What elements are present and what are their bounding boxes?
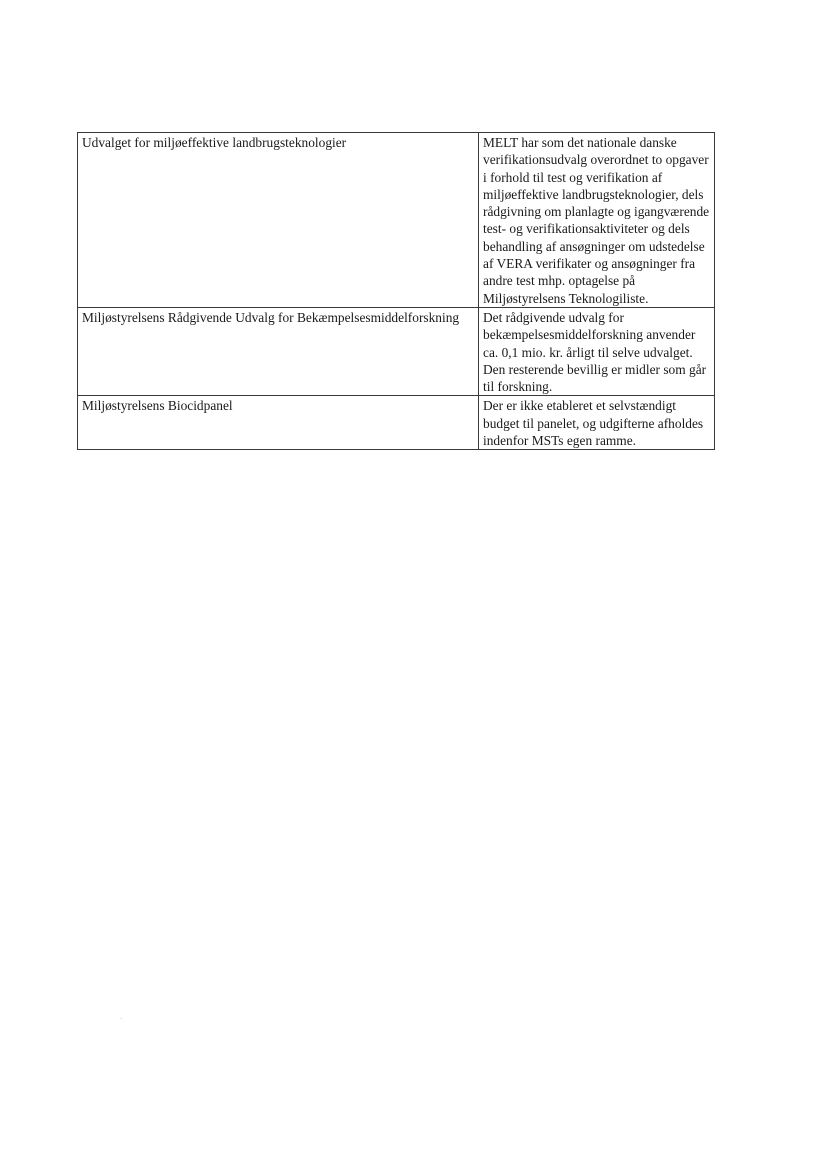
table-row	[78, 307, 715, 395]
table-row	[78, 133, 715, 308]
committee-name-cell: Miljøstyrelsens Rådgivende Udvalg for Bekæmpelsesmiddelforskning	[78, 307, 479, 395]
table-row	[78, 396, 715, 450]
scan-speck	[120, 1018, 122, 1019]
committee-description-cell: Det rådgivende udvalg for bekæmpelsesmiddelforskning anvender ca. 0,1 mio. kr. årligt til selve udvalget. Den resterende bevillig er midler som går til forskning.	[479, 307, 715, 395]
committee-name-cell: Udvalget for miljøeffektive landbrugsteknologier	[78, 133, 479, 308]
committee-description-cell: Der er ikke etableret et selvstændigt budget til panelet, og udgifterne afholdes indenfor MSTs egen ramme.	[479, 396, 715, 450]
committee-table-body	[78, 133, 715, 450]
committee-table	[77, 132, 715, 450]
committee-name-cell: Miljøstyrelsens Biocidpanel	[78, 396, 479, 450]
committee-description-cell: MELT har som det nationale danske verifikationsudvalg overordnet to opgaver i forhold til test og verifikation af miljøeffektive landbrugsteknologier, dels rådgivning om planlagte og igangværende test- og verifikationsaktiviteter og dels behandling af ansøgninger om udstedelse af VERA verifikater og ansøgninger fra andre test mhp. optagelse på Miljøstyrelsens Teknologiliste.	[479, 133, 715, 308]
